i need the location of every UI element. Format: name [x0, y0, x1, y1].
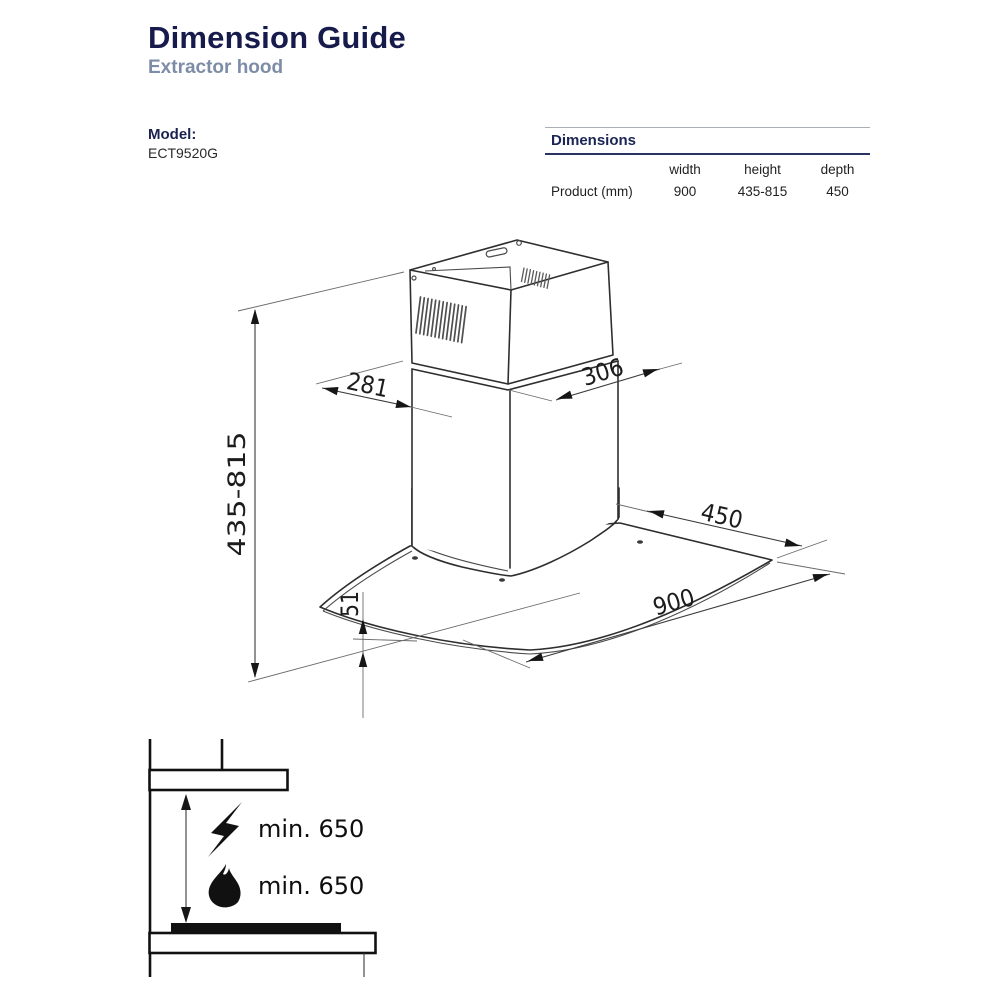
row-label-product: Product (mm) — [551, 184, 633, 199]
lightning-bolt-icon — [208, 802, 242, 857]
model-number: ECT9520G — [148, 145, 219, 161]
hob-profile — [171, 923, 341, 933]
dim-chimney-right-label: 306 — [578, 351, 631, 392]
dim-height-label: 435-815 — [223, 456, 251, 557]
hood-profile — [150, 770, 288, 790]
page-subtitle: Extractor hood — [148, 57, 284, 78]
clearance-gas-label: min. 650 — [258, 872, 365, 900]
dim-glass-thickness-label: 51 — [336, 586, 364, 617]
flame-icon — [209, 864, 241, 907]
page-title: Dimension Guide — [148, 20, 406, 55]
value-height: 435-815 — [737, 184, 788, 199]
clearance-diagram — [150, 739, 376, 977]
chimney-upper-section — [410, 240, 613, 384]
screw-hole — [499, 578, 505, 582]
dimensions-table-title: Dimensions — [545, 127, 870, 155]
model-label: Model: — [148, 126, 197, 143]
column-header-height: height — [744, 162, 781, 177]
dim-chimney-left-label: 281 — [344, 367, 395, 405]
column-header-width: width — [669, 162, 701, 177]
counter-profile — [150, 933, 376, 953]
column-header-depth: depth — [820, 162, 855, 177]
dim-canopy-width-label: 900 — [649, 582, 702, 622]
screw-hole — [412, 556, 418, 560]
extractor-hood-drawing — [223, 240, 845, 718]
value-width: 900 — [673, 184, 697, 199]
screw-hole — [637, 540, 643, 544]
value-depth: 450 — [826, 184, 849, 199]
dim-canopy-depth-label: 450 — [698, 497, 750, 536]
clearance-electric-label: min. 650 — [258, 815, 365, 843]
